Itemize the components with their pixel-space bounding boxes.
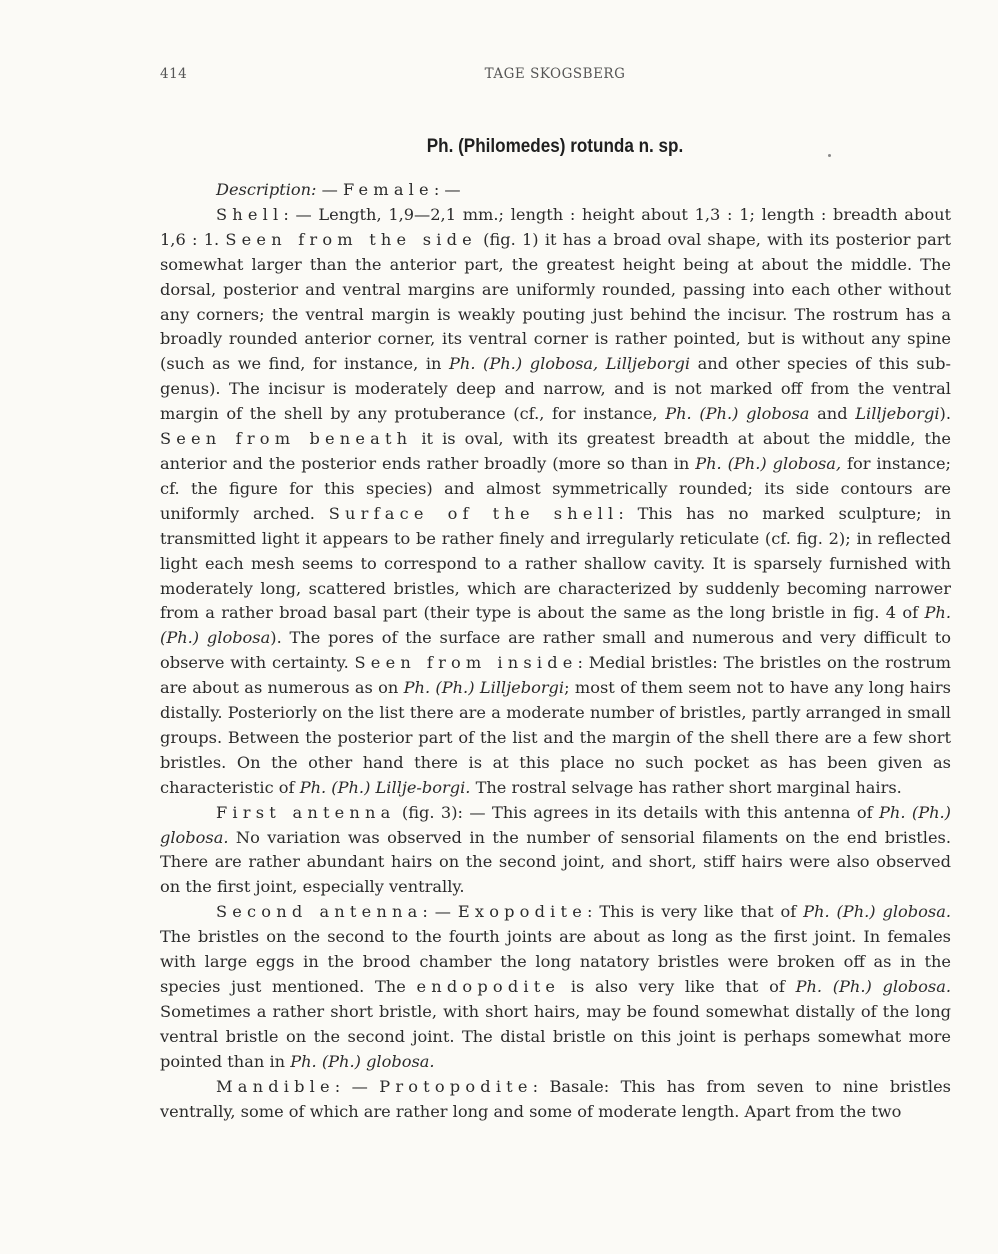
- running-head: [160, 66, 950, 86]
- description-label: Description:: [216, 180, 317, 199]
- shell-label: Shell: [216, 204, 284, 224]
- side-view-label: Seen from the side: [225, 229, 477, 249]
- second-antenna-paragraph: Second antenna: — Exopodite: This is very like that of Ph. (Ph.) globosa. The bristles on the second to the fourth joints are about as long as the first joint. In females with large eggs in the brood chamber the long natatory bristles were broken off as in the species just mentioned. The endopodite is also very like that of Ph. (Ph.) globosa. Sometimes a rather short bristle, with short hairs, may be found somewhat distally of the long ventral bristle on the second joint. The distal bristle on this joint is perhaps somewhat more pointed than in Ph. (Ph.) globosa.: [160, 902, 951, 1071]
- running-title: TAGE SKOGSBERG: [484, 66, 626, 82]
- sex-label: Female: [343, 180, 434, 199]
- second-antenna-label: Second antenna: [216, 902, 423, 922]
- surface-label: Surface of the shell: [328, 503, 619, 523]
- species-title: Ph. (Philomedes) rotunda n. sp.: [426, 136, 684, 157]
- page-number: 414: [160, 66, 188, 82]
- print-speck: [828, 154, 831, 157]
- article-body: [160, 178, 951, 1124]
- description-heading: Description: — Female: —: [216, 180, 461, 199]
- endopodite-label: endopodite: [416, 977, 561, 996]
- shell-paragraph: Shell: — Length, 1,9—2,1 mm.; length : height about 1,3 : 1; length : breadth about 1,6 : 1. Seen from the side (fig. 1) it has a broad oval shape, with its posterior part somewhat larger than the anterior part, the greatest height being at about the middle. The dorsal, posterior and ventral margins are uniformly rounded, passing into each other without any corners; the ventral margin is weakly pouting just behind the incisur. The rostrum has a broadly rounded anterior corner, its ventral corner is rather pointed, but is without any spine (such as we find, for instance, in Ph. (Ph.) globosa, Lilljeborgi and other species of this sub-genus). The incisur is moderately deep and narrow, and is not marked off from the ventral margin of the shell by any protuberance (cf., for instance, Ph. (Ph.) globosa and Lilljeborgi). Seen from beneath it is oval, with its greatest breadth at about the middle, the anterior and the posterior ends rather broadly (more so than in Ph. (Ph.) globosa, for instance; cf. the figure for this species) and almost symmetrically rounded; its side contours are uniformly arched. Surface of the shell: This has no marked sculpture; in transmitted light it appears to be rather finely and irregularly reticulate (cf. fig. 2); in reflected light each mesh seems to correspond to a rather shallow cavity. It is sparsely furnished with moderately long, scattered bristles, which are characterized by suddenly becoming narrower from a rather broad basal part (their type is about the same as the long bristle in fig. 4 of Ph. (Ph.) globosa). The pores of the surface are rather small and numerous and very difficult to observe with certainty. Seen from inside: Medial bristles: The bristles on the rostrum are about as numerous as on Ph. (Ph.) Lilljeborgi; most of them seem not to have any long hairs distally. Posteriorly on the list there are a moderate number of bristles, partly arranged in small groups. Between the posterior part of the list and the margin of the shell there are a few short bristles. On the other hand there is at this place no such pocket as has been given as characteristic of Ph. (Ph.) Lillje-borgi. The rostral selvage has rather short marginal hairs.: [160, 204, 952, 797]
- first-antenna-paragraph: First antenna (fig. 3): — This agrees in its details with this antenna of Ph. (Ph.) globosa. No variation was observed in the number of sensorial filaments on the end bristles. There are rather abundant hairs on the second joint, and short, stiff hairs were also observed on the first joint, especially ventrally.: [160, 802, 951, 897]
- protopodite-label: Protopodite: [379, 1076, 533, 1096]
- first-antenna-label: First antenna: [216, 802, 396, 822]
- mandible-paragraph: Mandible: — Protopodite: Basale: This has from seven to nine bristles ventrally, some of which are rather long and some of moderate length. Apart from the two: [160, 1076, 951, 1121]
- exopodite-label: Exopodite: [457, 902, 587, 922]
- beneath-view-label: Seen from beneath: [160, 429, 413, 449]
- inside-view-label: Seen from inside: [354, 653, 578, 673]
- mandible-label: Mandible: [216, 1076, 335, 1096]
